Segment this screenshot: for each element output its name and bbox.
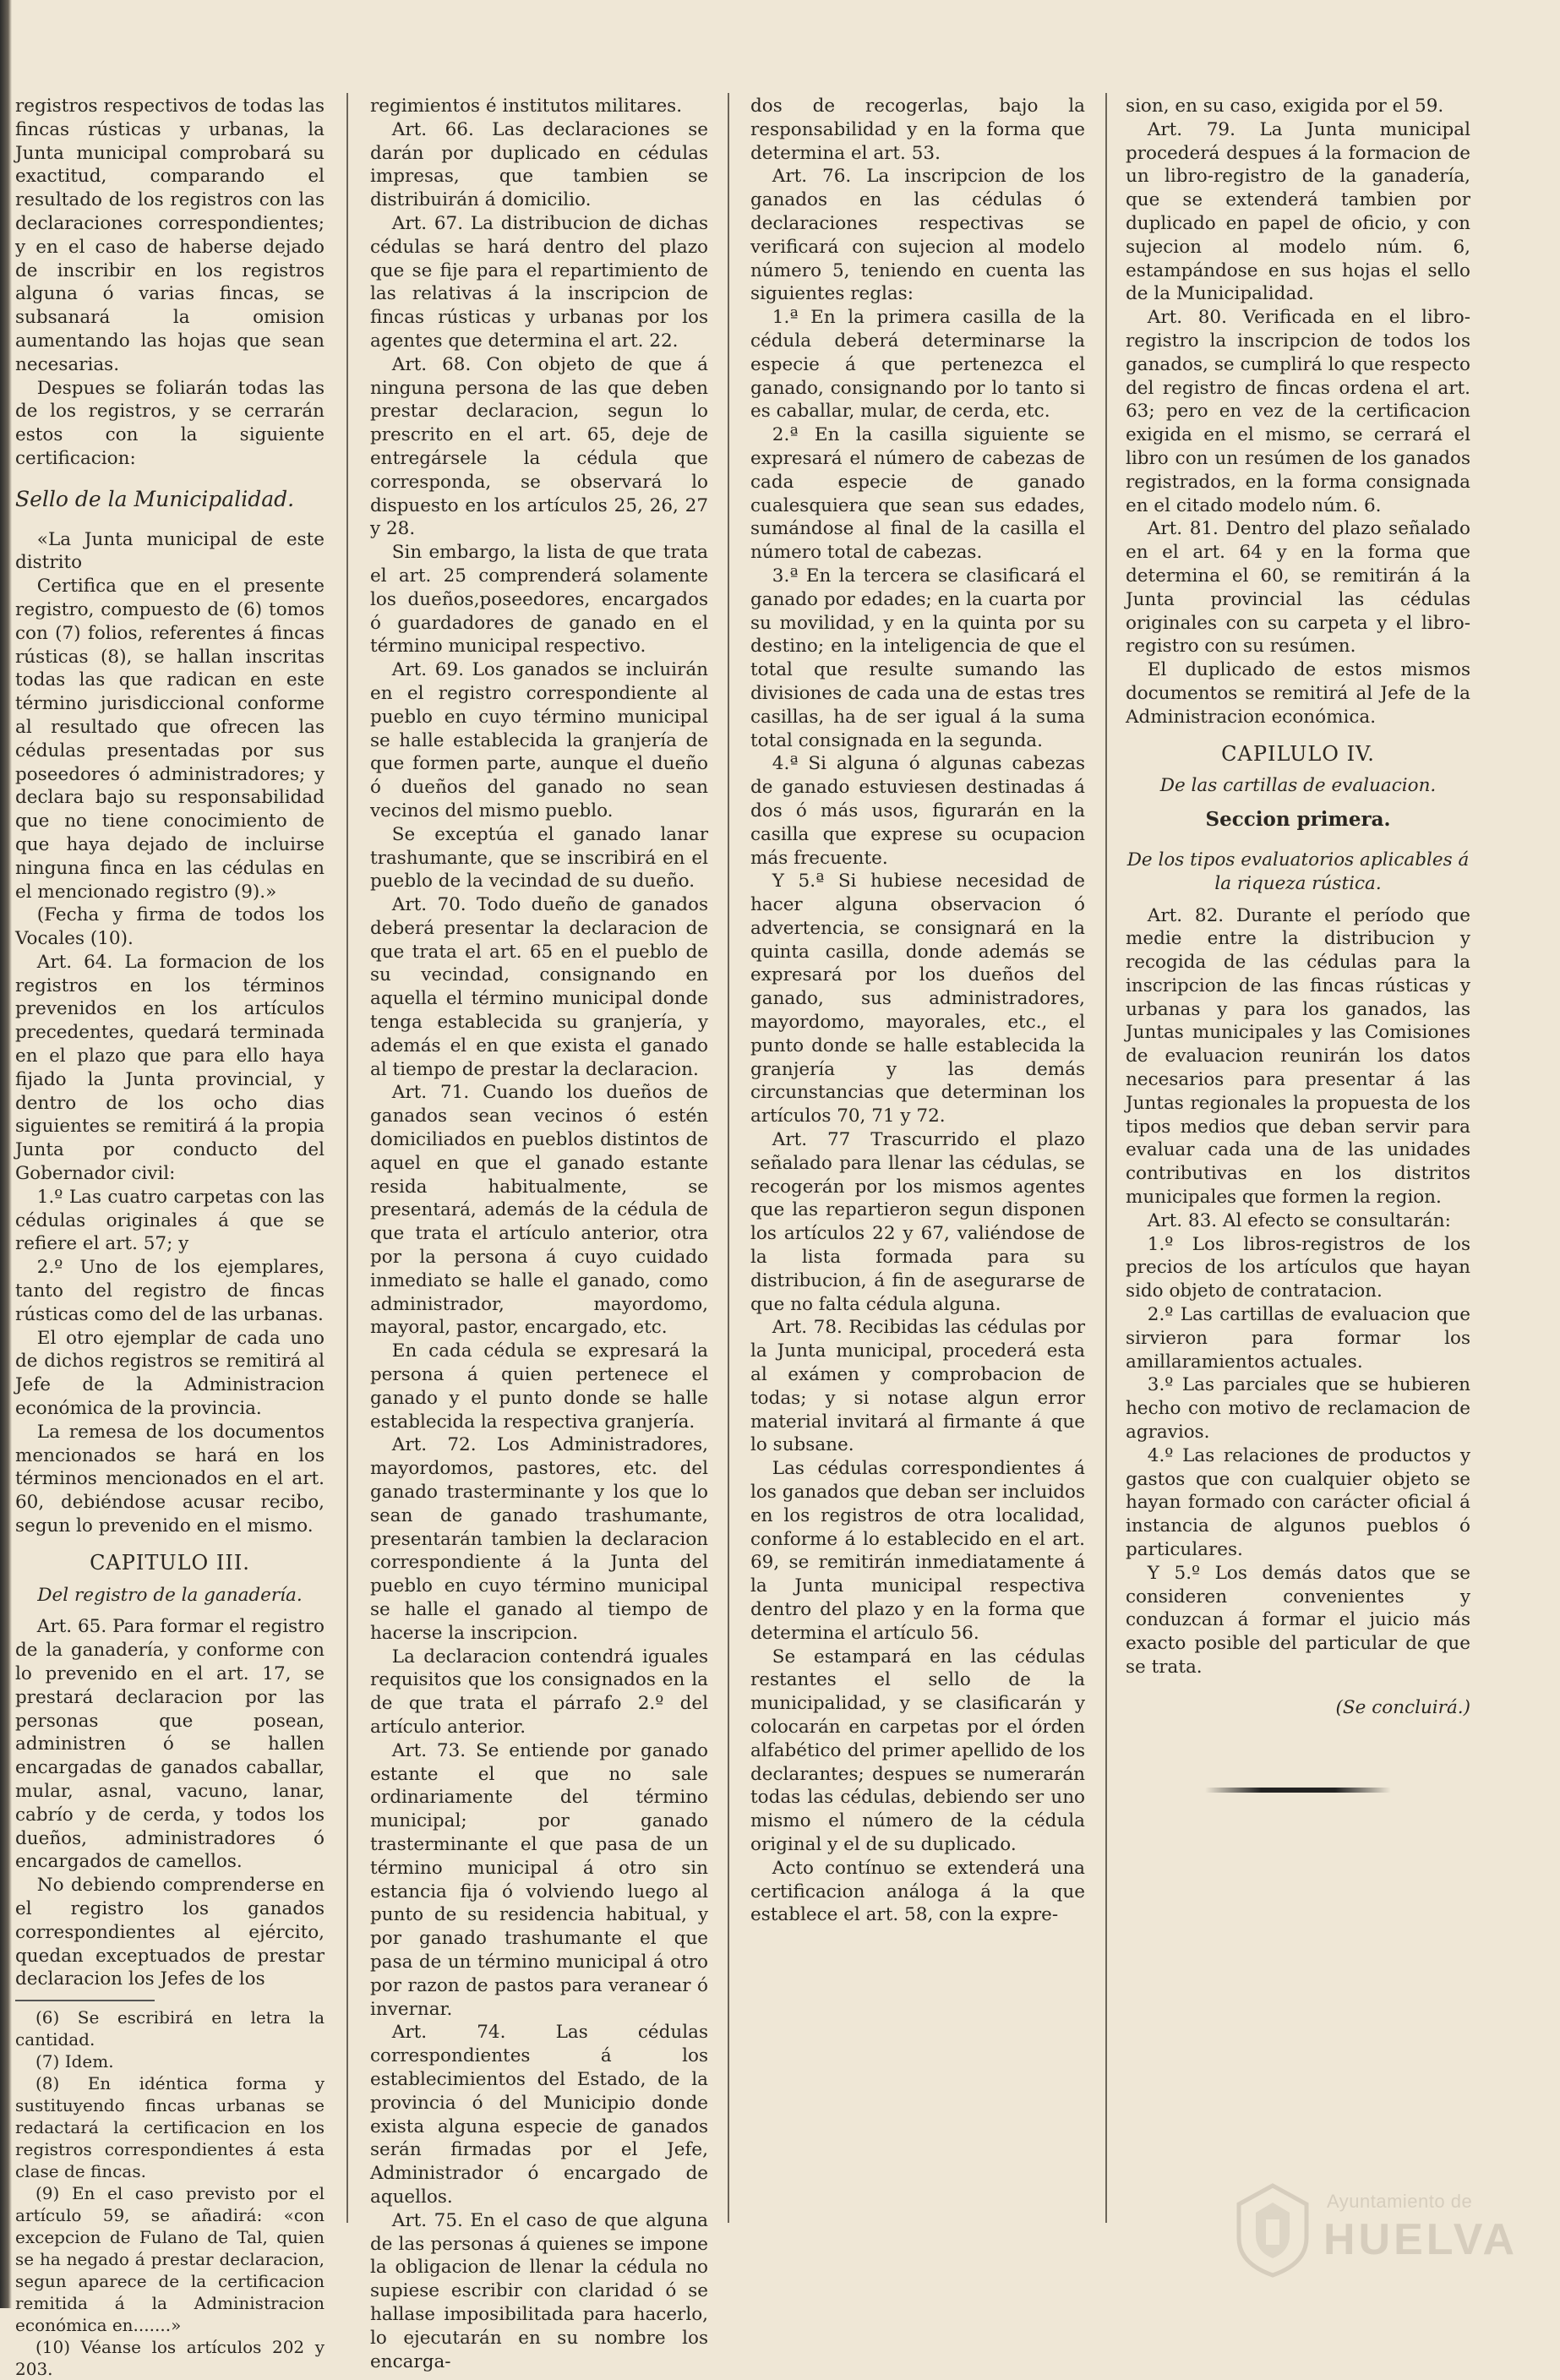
- paragraph: Sello de la Municipalidad.: [15, 486, 295, 511]
- paragraph: Art. 76. La inscripcion de los ganados en las cédulas ó declaraciones respectivas se verificará con sujecion al modelo número 5, teniendo en cuenta las siguientes reglas:: [750, 166, 1085, 305]
- paragraph: Art. 81. Dentro del plazo señalado en el art. 64 y en la forma que determina el 60, se remitirán á la Junta provincial las cédulas originales con su carpeta y el libro-registro con su resúmen.: [1126, 518, 1470, 658]
- paragraph: Art. 68. Con objeto de que á ninguna persona de las que deben prestar declaracion, segun lo prescrito en el art. 65, deje de entregársele la cédula que corresponda, se observará lo dispuesto en los artículos 25, 26, 27 y 28.: [370, 353, 708, 540]
- paragraph: Se exceptúa el ganado lanar trashumante, que se inscribirá en el pueblo de la vecindad de su dueño.: [370, 823, 708, 892]
- paragraph: Las cédulas correspondientes á los ganados que deban ser incluidos en los registros de otra localidad, conforme á lo establecido en el art. 69, se remitirán inmediatamente á la Junta municipal respectiva dentro del plazo y en la forma que determina el artículo 56.: [750, 1458, 1085, 1644]
- paragraph: 3.º Las parciales que se hubieren hecho con motivo de reclamacion de agravios.: [1126, 1374, 1470, 1444]
- paragraph: Sin embargo, la lista de que trata el art. 25 comprenderá solamente los dueños,poseedores, encargados ó guardadores de ganado en el término municipal respectivo.: [370, 542, 708, 658]
- paragraph: Art. 67. La distribucion de dichas cédulas se hará dentro del plazo que se fije para el repartimiento de las relativas á la inscripcion de fincas rústicas y urbanas por los agentes que determina el art. 22.: [370, 212, 708, 352]
- paragraph: Art. 70. Todo dueño de ganados deberá presentar la declaracion de que trata el art. 65 en el pueblo de su vecindad, consignando en aquella el término municipal donde tenga establecida su granjería, y además el en que exista el ganado al tiempo de prestar la declaracion.: [370, 894, 708, 1080]
- paragraph: Acto contínuo se extenderá una certificacion análoga á la que establece el art. 58, con la expre-: [750, 1857, 1085, 1926]
- footnote-rule: [15, 2000, 155, 2001]
- paragraph: Seccion primera.: [1205, 808, 1391, 832]
- paragraph: 2.ª En la casilla siguiente se expresará el número de cabezas de cada especie de ganado cualesquiera que sean sus edades, sumándose al final de la casilla el número total de cabezas.: [750, 424, 1085, 564]
- footnote: (9) En el caso previsto por el artículo 59, se añadirá: «con excepcion de Fulano de Tal, quien se ha negado á prestar declaracion, segun aparece de la certificacion remitida á la Administracion económica en.......»: [15, 2183, 325, 2336]
- paragraph: 2.º Uno de los ejemplares, tanto del registro de fincas rústicas como del de las urbanas.: [15, 1257, 325, 1325]
- paragraph: dos de recogerlas, bajo la responsabilidad y en la forma que determina el art. 53.: [750, 96, 1085, 164]
- watermark-line2: HUELVA: [1323, 2215, 1519, 2264]
- city-crest-icon: [1232, 2179, 1313, 2279]
- archive-watermark: [1232, 2179, 1536, 2280]
- chapter-heading: CAPITULO III.: [90, 1550, 250, 1575]
- chapter-heading: CAPILULO IV.: [1221, 741, 1375, 766]
- paragraph: Art. 64. La formacion de los registros en los términos prevenidos en los artículos precedentes, quedará terminada en el plazo que para ello haya fijado la Junta provincial, y dentro de los ocho dias siguientes se remitirá á la propia Junta por conducto del Gobernador civil:: [15, 951, 325, 1185]
- column-rule: [728, 93, 729, 2223]
- chapter-subheading: Del registro de la ganadería.: [37, 1584, 303, 1606]
- chapter-subheading: De los tipos evaluatorios aplicables á la riqueza rústica.: [1126, 849, 1470, 894]
- paragraph: Art. 66. Las declaraciones se darán por duplicado en cédulas impresas, que tambien se distribuirán á domicilio.: [370, 118, 708, 211]
- paragraph: Art. 83. Al efecto se consultarán:: [1147, 1209, 1451, 1231]
- paragraph: Art. 72. Los Administradores, mayordomos, pastores, etc. del ganado trasterminante y los que lo sean de ganado trashumante, presentarán tambien la declaracion correspondiente á la Junta del pueblo en cuyo término municipal se halle el ganado al tiempo de hacerse la inscripcion.: [370, 1434, 708, 1644]
- paragraph: 1.º Los libros-registros de los precios de los artículos que hayan sido objeto de contratacion.: [1126, 1233, 1470, 1302]
- paragraph: 4.ª Si alguna ó algunas cabezas de ganado estuviesen destinadas á dos ó más usos, figurarán en la casilla que exprese su ocupacion más frecuente.: [750, 753, 1085, 869]
- footnote: (6) Se escribirá en letra la cantidad.: [15, 2007, 325, 2050]
- paragraph: Se estampará en las cédulas restantes el sello de la municipalidad, y se clasificarán y colocarán en carpetas por el órden alfabético del primer apellido de los declarantes; despues se numerarán todas las cédulas, debiendo ser uno mismo el número de la cédula original y el de su duplicado.: [750, 1646, 1085, 1855]
- paragraph: 3.ª En la tercera se clasificará el ganado por edades; en la cuarta por su movilidad, y en la quinta por su destino; en la inteligencia de que el total que resulte sumando las divisiones de cada una de estas tres casillas, ha de ser igual á la suma total consignada en la segunda.: [750, 565, 1085, 751]
- paragraph: Certifica que en el presente registro, compuesto de (6) tomos con (7) folios, referentes á fincas rústicas (8), se hallan inscritas todas las que radican en este término jurisdiccional conforme al resultado que ofrecen las cédulas presentadas por sus poseedores ó administradores; y declara bajo su responsabilidad que no tiene conocimiento de que haya dejado de incluirse ninguna finca en las cédulas en el mencionado registro (9).»: [15, 576, 325, 903]
- paragraph: Art. 75. En el caso de que alguna de las personas á quienes se impone la obligacion de llenar la cédula no supiese escribir con claridad ó se hallase imposibilitada para hacerlo, lo ejecutarán en su nombre los encarga-: [370, 2209, 708, 2372]
- paragraph: regimientos é institutos militares.: [370, 96, 683, 117]
- text-column-4: [1126, 95, 1473, 2258]
- footnote: (7) Idem.: [35, 2051, 114, 2072]
- binding-shadow: [0, 0, 12, 2308]
- paragraph: Art. 65. Para formar el registro de la ganadería, y conforme con lo prevenido en el art. 17, se prestará declaracion por las personas que posean, administren ó se hallen encargadas de ganados caballar, mular, asnal, vacuno, lanar, cabrío y de cerda, y todos los dueños, administradores ó encargados de camellos.: [15, 1616, 325, 1873]
- footnote: (10) Véanse los artículos 202 y 203.: [15, 2337, 325, 2380]
- text-column-1: [15, 95, 325, 2380]
- paragraph: Y 5.ª Si hubiese necesidad de hacer alguna observacion ó advertencia, se consignará en la quinta casilla, donde además se expresará por los dueños del ganado, sus administradores, mayordomo, mayorales, etc., el punto donde se halle establecida la granjería y las demás circunstancias que determinan los artículos 70, 71 y 72.: [750, 871, 1085, 1127]
- end-ornament-rule: [1205, 1788, 1391, 1793]
- paragraph: Art. 77 Trascurrido el plazo señalado para llenar las cédulas, se recogerán por los mismos agentes que las repartieron segun disponen los artículos 22 y 67, valiéndose de la lista formada para su distribucion, á fin de asegurarse de que no falta cédula alguna.: [750, 1129, 1085, 1315]
- paragraph: Art. 80. Verificada en el libro-registro la inscripcion de todos los ganados, se cumplirá lo que respecto del registro de fincas ordena el art. 63; pero en vez de la certificacion exigida en el mismo, se cerrará el libro con un resúmen de los ganados registrados, en la forma consignada en el citado modelo núm. 6.: [1126, 307, 1470, 516]
- footnote: (8) En idéntica forma y sustituyendo fincas urbanas se redactará la certificacion en los registros correspondientes á esta clase de fincas.: [15, 2073, 325, 2182]
- paragraph: sion, en su caso, exigida por el 59.: [1126, 96, 1444, 117]
- paragraph: Art. 71. Cuando los dueños de ganados sean vecinos ó estén domiciliados en pueblos distintos de aquel en que el ganado estante resida habitualmente, se presentará, además de la cédula de que trata el artículo anterior, otra por la persona á cuyo cuidado inmediato se halle el ganado, como administrador, mayordomo, mayoral, pastor, encargado, etc.: [370, 1082, 708, 1339]
- paragraph: En cada cédula se expresará la persona á quien pertenece el ganado y el punto donde se halle establecida la respectiva granjería.: [370, 1340, 708, 1433]
- paragraph: Art. 82. Durante el período que medie entre la distribucion y recogida de las cédulas para la inscripcion de las fincas rústicas y urbanas y para los ganados, las Juntas municipales y las Comisiones de evaluacion reunirán los datos necesarios para presentar á las Juntas regionales la propuesta de los tipos medios que deban servir para evaluar cada una de las unidades contributivas en los distritos municipales que formen la region.: [1126, 904, 1470, 1209]
- paragraph: Despues se foliarán todas las de los registros, y se cerrarán estos con la siguiente certificacion:: [15, 377, 325, 469]
- paragraph: El otro ejemplar de cada uno de dichos registros se remitirá al Jefe de la Administracion económica de la provincia.: [15, 1327, 325, 1420]
- paragraph: registros respectivos de todas las fincas rústicas y urbanas, la Junta municipal comprobará su exactitud, comparando el resultado de los registros con las declaraciones correspondientes; y en el caso de haberse dejado de inscribir en los registros alguna ó varias fincas, se subsanará la omision aumentando las hojas que sean necesarias.: [15, 96, 325, 375]
- paragraph: 2.º Las cartillas de evaluacion que sirvieron para formar los amillaramientos actuales.: [1126, 1304, 1470, 1373]
- column-rule: [346, 93, 348, 2223]
- paragraph: El duplicado de estos mismos documentos se remitirá al Jefe de la Administracion económica.: [1126, 659, 1470, 728]
- chapter-subheading: De las cartillas de evaluacion.: [1159, 775, 1437, 797]
- text-column-3: [750, 95, 1085, 2258]
- paragraph: 4.º Las relaciones de productos y gastos que con cualquier objeto se hayan formado con carácter oficial á instancia de algunos pueblos ó particulares.: [1126, 1444, 1470, 1561]
- text-column-2: [370, 95, 708, 2372]
- paragraph: Y 5.º Los demás datos que se consideren convenientes y conduzcan á formar el juicio más exacto posible del particular de que se trata.: [1126, 1562, 1470, 1678]
- paragraph: «La Junta municipal de este distrito: [15, 528, 325, 574]
- column-rule: [1105, 93, 1107, 2223]
- paragraph: (Fecha y firma de todos los Vocales (10).: [15, 904, 325, 950]
- paragraph: Art. 74. Las cédulas correspondientes á los establecimientos del Estado, de la provincia ó del Municipio donde exista alguna especie de ganados serán firmadas por el Jefe, Administrador ó encargado de aquellos.: [370, 2022, 708, 2208]
- paragraph: (Se concluirá.): [1335, 1696, 1470, 1718]
- paragraph: Art. 73. Se entiende por ganado estante el que no sale ordinariamente del término municipal; por ganado trasterminante el que pasa de un término municipal á otro sin estancia fija ó volviendo luego al punto de su residencia habitual, y por ganado trashumante el que pasa de un término municipal á otro por razon de pastos para veranear ó invernar.: [370, 1739, 708, 2020]
- paragraph: No debiendo comprenderse en el registro los ganados correspondientes al ejército, quedan exceptuados de prestar declaracion los Jefes de los: [15, 1875, 325, 1990]
- paragraph: Art. 78. Recibidas las cédulas por la Junta municipal, procederá esta al exámen y comprobacion de todas; y si notase algun error material invitará al firmante á que lo subsane.: [750, 1317, 1085, 1456]
- paragraph: La declaracion contendrá iguales requisitos que los consignados en la de que trata el párrafo 2.º del artículo anterior.: [370, 1646, 708, 1738]
- paragraph: 1.ª En la primera casilla de la cédula deberá determinarse la especie á que pertenezca el ganado, consignando por lo tanto si es caballar, mular, de cerda, etc.: [750, 307, 1085, 423]
- paragraph: Art. 69. Los ganados se incluirán en el registro correspondiente al pueblo en cuyo término municipal se halle establecida la granjería de que formen parte, aunque el dueño ó dueños del ganado no sean vecinos del mismo pueblo.: [370, 659, 708, 822]
- paragraph: Art. 79. La Junta municipal procederá despues á la formacion de un libro-registro de la ganadería, que se extenderá tambien por duplicado en papel de oficio, y con sujecion al modelo núm. 6, estampándose en sus hojas el sello de la Municipalidad.: [1126, 118, 1470, 305]
- watermark-line1: Ayuntamiento de: [1327, 2191, 1473, 2212]
- paragraph: 1.º Las cuatro carpetas con las cédulas originales á que se refiere el art. 57; y: [15, 1186, 325, 1255]
- paragraph: La remesa de los documentos mencionados se hará en los términos mencionados en el art. 60, debiéndose acusar recibo, segun lo prevenido en el mismo.: [15, 1421, 325, 1537]
